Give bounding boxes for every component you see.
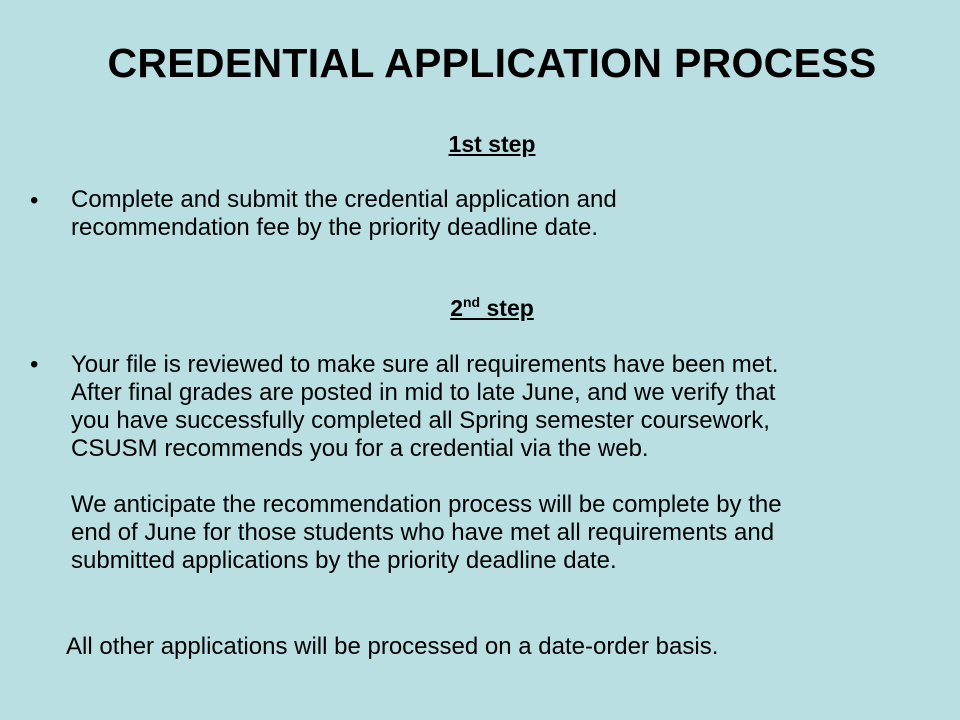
step1-text bbox=[71, 186, 951, 242]
step2-heading-number: 2 bbox=[450, 295, 463, 321]
step1-paragraph: Complete and submit the credential application and recommendation fee by the priority deadline date. bbox=[71, 186, 617, 241]
bullet-icon: • bbox=[30, 187, 39, 214]
bullet-icon: • bbox=[30, 351, 39, 378]
step2-heading-superscript: nd bbox=[463, 294, 481, 310]
step2-text bbox=[71, 351, 951, 575]
paragraph-spacer bbox=[71, 463, 951, 491]
step2-heading-word: step bbox=[480, 295, 534, 321]
step2-paragraph-1: Your file is reviewed to make sure all requirements have been met. After final grades are posted in mid to late June, and we verify that you have successfully completed all Spring semester coursework, CSUSM recommends you for a credential via the web. bbox=[71, 351, 779, 462]
step1-heading: 1st step bbox=[448, 131, 536, 157]
slide-title: CREDENTIAL APPLICATION PROCESS bbox=[107, 40, 877, 86]
step2-heading bbox=[0, 294, 960, 322]
step2-paragraph-2: We anticipate the recommendation process will be complete by the end of June for those students who have met all requirements and submitted applications by the priority deadline date. bbox=[71, 491, 782, 574]
closing-note: All other applications will be processed on a date-order basis. bbox=[66, 633, 719, 660]
